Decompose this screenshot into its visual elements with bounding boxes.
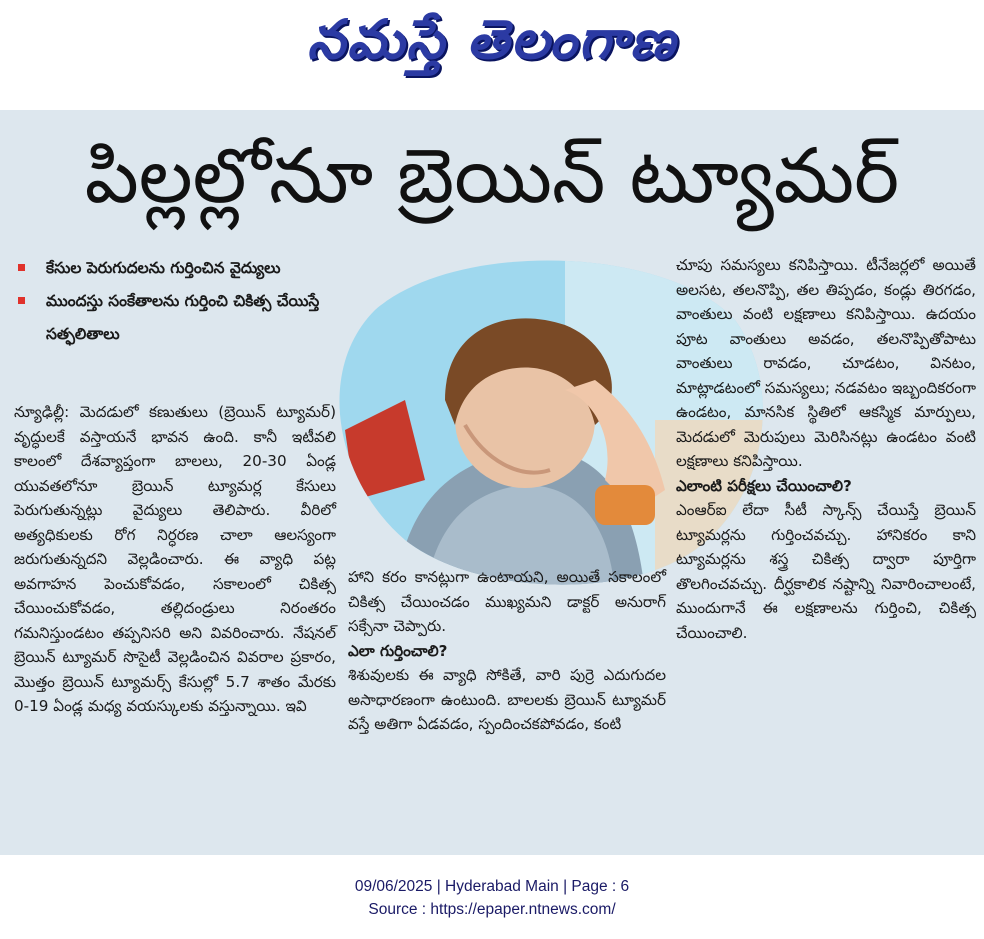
body-text: ఎంఆర్ఐ లేదా సీటీ స్కాన్స్ చేయిస్తే బ్రెయిన్ ట్యూమర్లను గుర్తించవచ్చు. హానికరం కాని ట్యూమర్లను శస్త్ర చికిత్స ద్వారా పూర్తిగా తొలగించవచ్చు. దీర్ఘకాలిక నష్టాన్ని నివారించాలంటే, ముందుగానే ఈ లక్షణాలను గుర్తించి, చికిత్స చేయించాలి. (676, 501, 976, 642)
masthead-logo (0, 0, 984, 106)
bullet-text: కేసుల పెరుగుదలను గుర్తించిన వైద్యులు (46, 259, 281, 277)
article (0, 110, 984, 855)
footer-source: Source : https://epaper.ntnews.com/ (368, 901, 616, 918)
footer (0, 875, 984, 921)
column-3 (676, 253, 976, 645)
bullet-item (18, 252, 338, 285)
footer-date-edition: 09/06/2025 | Hyderabad Main | Page : 6 (354, 878, 630, 895)
masthead-title: నమస్తే తెలంగాణ (307, 8, 677, 71)
bullet-text: ముందస్తు సంకేతాలను గుర్తించి చికిత్స చేయిస్తే సత్ఫలితాలు (46, 292, 320, 343)
bullet-square-icon (18, 297, 25, 304)
body-text: శిశువులకు ఈ వ్యాధి సోకితే, వారి పుర్రె ఎదుగుదల అసాధారణంగా ఉంటుంది. బాలలకు బ్రెయిన్ ట్యూమర్ వస్తే అతిగా ఏడవడం, స్పందించకపోవడం, కంటి (348, 666, 666, 733)
bullet-item (18, 285, 338, 351)
body-text: న్యూఢిల్లీ: మెదడులో కణుతులు (బ్రెయిన్ ట్యూమర్) వృద్ధులకే వస్తాయనే భావన ఉంది. కానీ ఇటీవలి కాలంలో దేశవ్యాప్తంగా బాలలు, 20-30 ఏండ్ల యువతలోనూ బ్రెయిన్ ట్యూమర్ల కేసులు పెరుగుతున్నట్లు వైద్యులు తెలిపారు. వీరిలో అత్యధికులకు రోగ నిర్ధరణ చాలా ఆలస్యంగా జరుగుతున్నదని వెల్లడించారు. ఈ వ్యాధి పట్ల అవగాహన పెంచుకోవడం, సకాలంలో చికిత్స చేయించుకోవడం, తల్లిదండ్రులు నిరంతరం గమనిస్తుండటం తప్పనిసరి అని వివరించారు. నేషనల్ బ్రెయిన్ ట్యూమర్ సొసైటీ వెల్లడించిన వివరాల ప్రకారం, మొత్తం బ్రెయిన్ ట్యూమర్స్ కేసుల్లో 5.7 శాతం మేరకు 0-19 ఏండ్ల మధ్య వయస్కులకు వస్తున్నాయి. ఇవి (14, 403, 336, 715)
bullet-square-icon (18, 264, 25, 271)
column-2 (348, 565, 666, 737)
body-text: చూపు సమస్యలు కనిపిస్తాయి. టీనేజర్లలో అయితే అలసట, తలనొప్పి, తల తిప్పడం, కండ్లు తిరగడం, వాంతులు వంటి లక్షణాలు కనిపిస్తాయి. ఉదయం పూట వాంతులు అవడం, తలనొప్పితోపాటు వాంతులు రావడం, చూడటం, వినటం, మాట్లాడటంలో సమస్యలు; నడవటం ఇబ్బందికరంగా ఉండటం, మానసిక స్థితిలో ఆకస్మిక మార్పులు, మెదడులో మెరుపులు మెరిసినట్లు ఉండటం వంటి లక్షణాలు కనిపిస్తాయి. (676, 256, 976, 470)
bullet-list (18, 252, 338, 351)
column-1 (14, 400, 336, 719)
body-text: హాని కరం కానట్లుగా ఉంటాయని, అయితే సకాలంలో చికిత్స చేయించడం ముఖ్యమని డాక్టర్ అనురాగ్ సక్సేనా చెప్పారు. (348, 568, 666, 635)
headline: పిల్లల్లోనూ బ్రెయిన్ ట్యూమర్ (84, 131, 900, 220)
subheading: ఎలా గుర్తించాలి? (348, 641, 448, 660)
subheading: ఎలాంటి పరీక్షలు చేయించాలి? (676, 476, 852, 495)
